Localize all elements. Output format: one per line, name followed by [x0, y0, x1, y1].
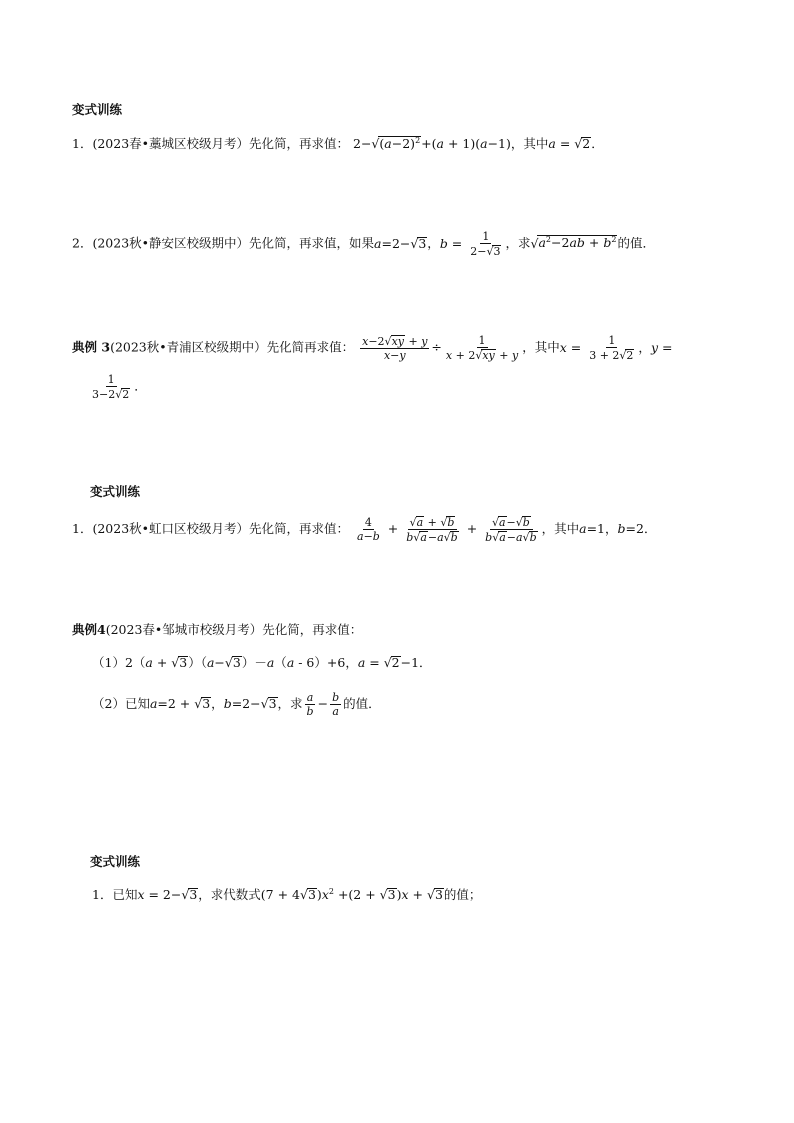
example-label: 典例 3	[72, 339, 111, 355]
expression: a + √3）（a−√3）－a（a - 6）+6，a = √2−1．	[145, 655, 432, 670]
condition-x: x = $\frac{1}{3 + 2√2}$ ，y =	[559, 334, 673, 362]
section-title-2: 变式训练	[90, 484, 141, 499]
question-text: (2023秋•静安区校级期中）先化简，再求值，如果	[92, 235, 375, 251]
example-4	[72, 624, 362, 637]
part-tail: 的值．	[343, 696, 381, 711]
example-text: (2023春•邹城市校级月考）先化简，再求值：	[105, 622, 363, 637]
question-text: 1．已知	[92, 887, 138, 903]
example-number: 4	[97, 622, 106, 637]
part-label: （2）已知	[92, 696, 150, 711]
question-tail: 的值；	[443, 887, 482, 903]
question-number: 2．	[72, 235, 93, 251]
condition-a: a=2−√3	[374, 235, 427, 251]
condition-label: ，其中	[541, 521, 580, 536]
section-title-1: 变式训练	[72, 102, 123, 117]
fraction-1: $\frac{x-2√xy + y}{x-y}$	[362, 335, 428, 362]
condition-label: ，其中	[522, 339, 560, 355]
example-text: (2023秋•青浦区校级期中）先化简再求值：	[110, 339, 355, 355]
expression: $√a^2-2ab + b^2$	[530, 235, 617, 251]
example-3: 典例 3(2023秋•青浦区校级期中）先化简再求值： $\frac{x-2√xy + y}{x-y}$ ÷ $\frac{1}{x + 2√xy + y}$ ，其中x = $\frac{1}{3 + 2√2}$ ，y =	[72, 334, 673, 362]
expression: $2-√(a-2)^2+(a + 1)(a-1)$	[353, 136, 511, 152]
condition-expression: a = √2．	[548, 136, 604, 152]
question-mid: ，求代数式	[198, 887, 261, 903]
question-number: 1．	[72, 521, 93, 536]
expression: $(7 + 4√3)x^2 +(2 + √3)x + √3$	[260, 887, 443, 903]
question-3-1	[92, 888, 481, 902]
separator: ，	[427, 235, 440, 251]
question-1	[72, 136, 604, 151]
qiu-label: ，求	[505, 235, 531, 251]
fraction-2: $\frac{1}{x + 2√xy + y}$	[445, 334, 519, 362]
section-title-3: 变式训练	[90, 854, 141, 869]
question-number: 1．	[72, 136, 93, 152]
condition: x = 2−√3	[137, 887, 198, 903]
question-tail: 的值．	[617, 235, 655, 251]
example-4-part-2	[92, 692, 381, 717]
condition-b: b = $\frac{1}{2-√3}$	[439, 230, 501, 258]
question-text: (2023秋•虹口区校级月考）先化简，再求值：	[92, 521, 350, 536]
example-3-cont: $\frac{1}{3-2√2}$ ．	[92, 373, 147, 401]
question-text: (2023春•藁城区校级月考）先化简，再求值：	[92, 136, 350, 152]
example-label: 典例	[72, 622, 98, 637]
example-4-part-1	[92, 656, 432, 670]
condition-label: ，其中	[510, 136, 549, 152]
condition: a=1，b=2．	[579, 521, 657, 536]
question-2	[72, 231, 655, 257]
question-2-1: 1．(2023秋•虹口区校级月考）先化简，再求值： $\frac{4}{a-b}$ + $\frac{√a + √b}{b√a-a√b}$ + $\frac{√a-√b}{b√a-a√b}$ ，其中a=1，b=2．	[72, 516, 657, 544]
part-label: （1）2（	[92, 655, 146, 670]
expression: a=2 + √3，b=2−√3，求 $\frac{a}{b}$ − $\frac{b}{a}$	[149, 691, 340, 718]
